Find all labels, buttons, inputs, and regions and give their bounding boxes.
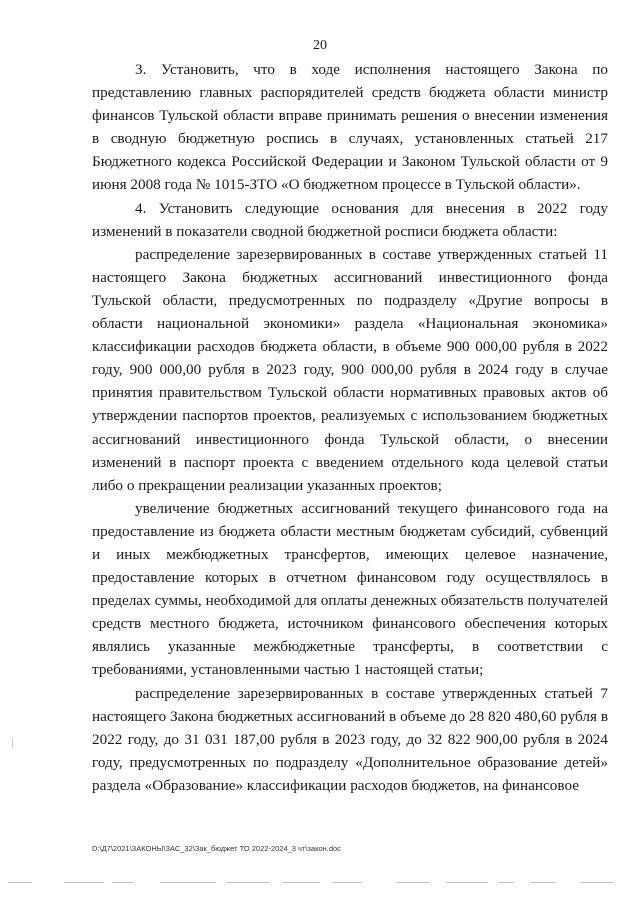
- paragraph-item-3: 3. Установить, что в ходе исполнения настоящего Закона по представлению главных распорядителей средств бюджета области министр финансов Тульской области вправе принимать решения о внесении изменения в сводную бюджетную роспись в случаях, установленных статьей 217 Бюджетного кодекса Российской Федерации и Законом Тульской области от 9 июня 2008 года № 1015-ЗТО «О бюджетном процессе в Тульской области».: [92, 61, 608, 194]
- paragraph-reserved-investment-fund: распределение зарезервированных в составе утвержденных статьей 11 настоящего Закона бюджетных ассигнований инвестиционного фонда Тульской области, предусмотренных по подразделу «Другие вопросы в области национальной экономики» раздела «Национальная экономика» классификации расходов бюджета области, в объеме 900 000,00 рубля в 2022 году, 900 000,00 рубля в 2023 году, 900 000,00 рубля в 2024 году в случае принятия правительством Тульской области нормативных правовых актов об утверждении паспортов проектов, реализуемых с использованием бюджетных ассигнований инвестиционного фонда Тульской области, о внесении изменений в паспорт проекта с введением отдельного кода целевой статьи либо о прекращении реализации указанных проектов;: [92, 245, 608, 494]
- footer-file-path: D:\Д7\2021\ЗАКОНЫ\ЗАС_32\Зак_бюджет ТО 2022-2024_3 чт\закон.doc: [92, 844, 341, 853]
- scan-margin-mark: [12, 738, 13, 748]
- paragraph-item-4: 4. Установить следующие основания для внесения в 2022 году изменений в показатели сводной бюджетной росписи бюджета области:: [92, 199, 608, 240]
- scan-edge-artifacts: [0, 880, 640, 886]
- body-text: [92, 58, 608, 797]
- paragraph-reserved-education: распределение зарезервированных в составе утвержденных статьей 7 настоящего Закона бюджетных ассигнований в объеме до 28 820 480,60 рубля в 2022 году, до 31 031 187,00 рубля в 2023 году, до 32 822 900,00 рубля в 2024 году, предусмотренных по подразделу «Дополнительное образование детей» раздела «Образование» классификации расходов бюджетов, на финансовое: [92, 684, 608, 794]
- page-number: 20: [313, 38, 327, 53]
- paragraph-interbudget-transfers: увеличение бюджетных ассигнований текущего финансового года на предоставление из бюджета области местным бюджетам субсидий, субвенций и иных межбюджетных трансфертов, имеющих целевое назначение, предоставление которых в отчетном финансовом году осуществлялось в пределах суммы, необходимой для оплаты денежных обязательств получателей средств местного бюджета, источником финансового обеспечения которых являлись указанные межбюджетные трансферты, в соответствии с требованиями, установленными частью 1 настоящей статьи;: [92, 499, 608, 679]
